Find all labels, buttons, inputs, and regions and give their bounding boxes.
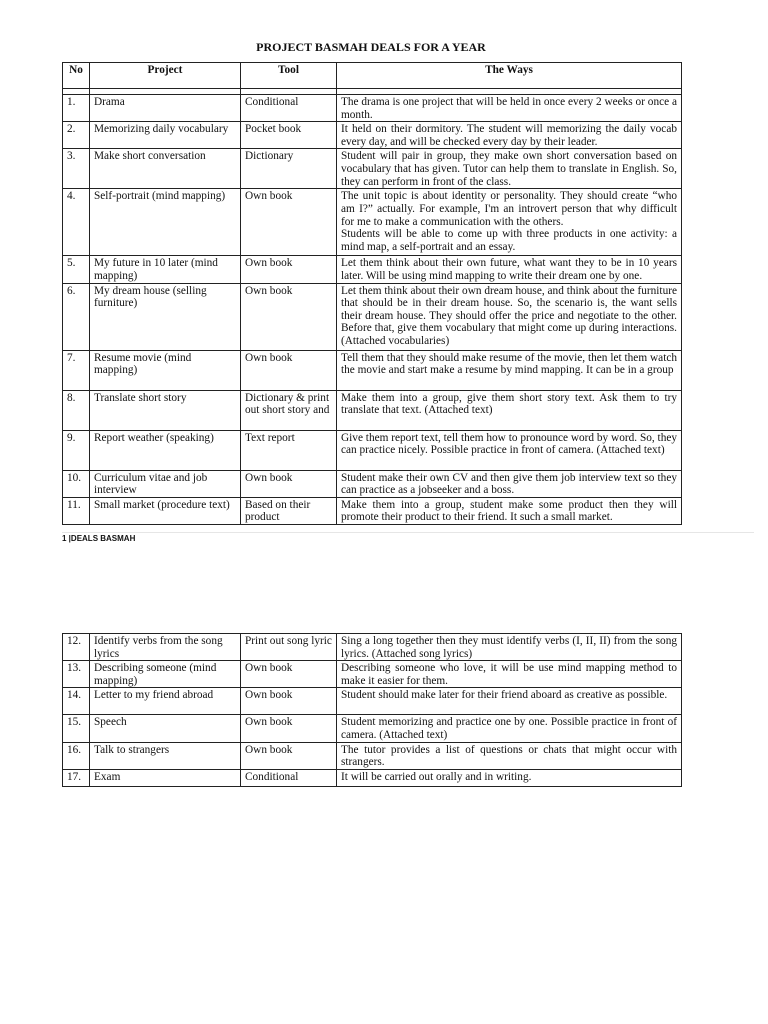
cell-text: Own book — [245, 284, 293, 297]
cell-text-extra: Students will be able to come up with three products in one activity: a mind map, a self-portrait and an essay. — [341, 228, 677, 253]
table-row — [63, 95, 682, 122]
cell-text: 14. — [67, 689, 82, 702]
cell-text: Identify verbs from the song lyrics — [94, 635, 223, 660]
cell-no — [63, 688, 90, 715]
cell-text: My future in 10 later (mind mapping) — [94, 257, 218, 282]
cell-text: Student memorizing and practice one by one. Possible practice in front of camera. (Attached text) — [341, 716, 677, 741]
table-row — [63, 350, 682, 390]
page-title: PROJECT BASMAH DEALS FOR A YEAR — [256, 40, 486, 54]
cell-text: 8. — [67, 391, 76, 404]
cell-project — [90, 95, 241, 122]
cell-project — [90, 149, 241, 189]
cell-ways — [337, 122, 682, 149]
cell-text: Small market (procedure text) — [94, 498, 230, 511]
cell-text: 13. — [67, 662, 82, 675]
cell-tool — [241, 256, 337, 283]
cell-ways — [337, 470, 682, 497]
cell-text: Exam — [94, 770, 121, 783]
cell-text: Dictionary — [245, 150, 294, 163]
cell-text: 5. — [67, 257, 76, 270]
cell-project — [90, 688, 241, 715]
cell-ways — [337, 95, 682, 122]
cell-text: 4. — [67, 190, 76, 203]
cell-text: Student should make later for their friend aboard as creative as possible. — [341, 689, 668, 702]
table-row — [63, 189, 682, 256]
cell-text: Make them into a group, give them short story text. Ask them to try translate that text. (Attached text) — [341, 391, 677, 417]
cell-text: Own book — [245, 662, 293, 675]
table-row — [63, 769, 682, 786]
cell-text: Make short conversation — [94, 150, 206, 163]
cell-no — [63, 715, 90, 742]
cell-text: Describing someone who love, it will be use mind mapping method to make it easier for them. — [341, 662, 677, 687]
cell-project — [90, 497, 241, 524]
cell-no — [63, 350, 90, 390]
header-no: No — [63, 63, 90, 89]
cell-text: 12. — [67, 635, 82, 647]
cell-text: 17. — [67, 770, 82, 783]
cell-tool — [241, 715, 337, 742]
cell-text: Conditional — [245, 96, 299, 108]
cell-text: 9. — [67, 431, 76, 444]
cell-text: It held on their dormitory. The student will memorizing the daily vocab every day, and will be checked every day by their leader. — [341, 123, 677, 148]
table-row — [63, 715, 682, 742]
page-footer: 1 |DEALS BASMAH — [62, 534, 136, 543]
cell-text: Speech — [94, 716, 127, 729]
cell-text: Drama — [94, 96, 125, 108]
table-row — [63, 688, 682, 715]
cell-text: 1. — [67, 96, 76, 108]
cell-text: Letter to my friend abroad — [94, 689, 214, 702]
cell-ways — [337, 149, 682, 189]
cell-text: 2. — [67, 123, 76, 136]
cell-text: Give them report text, tell them how to pronounce word by word. So, they can practice nicely. Possible practice in front of camera. (Attached text) — [341, 431, 677, 457]
cell-text: Own book — [245, 190, 293, 203]
cell-text: Student make their own CV and then give them job interview text so they can practice as a jobseeker and a boss. — [341, 471, 677, 497]
cell-text: Own book — [245, 351, 293, 364]
cell-text: It will be carried out orally and in writing. — [341, 770, 532, 783]
cell-text: Own book — [245, 743, 293, 756]
table-row — [63, 634, 682, 661]
cell-text: Based on their product — [245, 498, 311, 524]
cell-no — [63, 769, 90, 786]
table-row — [63, 122, 682, 149]
cell-ways — [337, 715, 682, 742]
cell-text: Conditional — [245, 770, 299, 783]
cell-no — [63, 149, 90, 189]
cell-no — [63, 122, 90, 149]
cell-text: 6. — [67, 284, 76, 297]
cell-ways — [337, 256, 682, 283]
projects-table-page-2 — [62, 633, 682, 787]
cell-no — [63, 256, 90, 283]
cell-ways — [337, 189, 682, 256]
table-row — [63, 470, 682, 497]
cell-no — [63, 470, 90, 497]
cell-no — [63, 430, 90, 470]
cell-ways — [337, 390, 682, 430]
cell-project — [90, 350, 241, 390]
cell-project — [90, 256, 241, 283]
table-row — [63, 742, 682, 769]
cell-text: Student will pair in group, they make own short conversation based on vocabulary that has given. Tutor can help them to translate in English. So, they can perform in front of the class. — [341, 150, 677, 188]
table-row — [63, 149, 682, 189]
cell-text: Tell them that they should make resume of the movie, then let them watch the movie and start make a resume by mind mapping. It can be in a group — [341, 351, 677, 377]
cell-text: The tutor provides a list of questions or chats that might occur with strangers. — [341, 743, 677, 769]
cell-text: Talk to strangers — [94, 743, 170, 756]
cell-text: Let them think about their own future, what want they to be in 10 years later. Will be using mind mapping to write their dream one by one. — [341, 257, 677, 282]
cell-ways — [337, 283, 682, 350]
cell-text: Sing a long together then they must identify verbs (I, II, II) from the song lyrics. (Attached song lyrics) — [341, 635, 677, 660]
cell-tool — [241, 149, 337, 189]
cell-no — [63, 661, 90, 688]
cell-no — [63, 497, 90, 524]
cell-text: Translate short story — [94, 391, 187, 404]
cell-tool — [241, 350, 337, 390]
cell-tool — [241, 95, 337, 122]
cell-project — [90, 715, 241, 742]
header-tool: Tool — [241, 63, 337, 89]
cell-ways — [337, 350, 682, 390]
cell-text: 10. — [67, 471, 82, 484]
cell-tool — [241, 688, 337, 715]
cell-text: Dictionary & print out short story and — [245, 391, 330, 417]
header-ways: The Ways — [337, 63, 682, 89]
cell-no — [63, 634, 90, 661]
cell-text: Own book — [245, 689, 293, 702]
cell-tool — [241, 390, 337, 430]
cell-project — [90, 430, 241, 470]
cell-project — [90, 661, 241, 688]
cell-text: Resume movie (mind mapping) — [94, 351, 192, 377]
cell-ways — [337, 661, 682, 688]
cell-text: Own book — [245, 716, 293, 729]
cell-text: Text report — [245, 431, 295, 444]
cell-project — [90, 122, 241, 149]
cell-text: Describing someone (mind mapping) — [94, 662, 217, 687]
cell-tool — [241, 497, 337, 524]
cell-text: Memorizing daily vocabulary — [94, 123, 229, 136]
cell-text: Pocket book — [245, 123, 302, 136]
cell-text: 11. — [67, 498, 81, 511]
cell-tool — [241, 283, 337, 350]
cell-text: The drama is one project that will be held in once every 2 weeks or once a month. — [341, 96, 677, 121]
cell-no — [63, 189, 90, 256]
table-row — [63, 430, 682, 470]
cell-ways — [337, 769, 682, 786]
cell-text: 7. — [67, 351, 76, 364]
cell-ways — [337, 497, 682, 524]
cell-tool — [241, 634, 337, 661]
cell-project — [90, 634, 241, 661]
cell-text: 16. — [67, 743, 82, 756]
cell-project — [90, 470, 241, 497]
cell-project — [90, 189, 241, 256]
cell-text: Own book — [245, 471, 293, 484]
cell-project — [90, 769, 241, 786]
cell-no — [63, 742, 90, 769]
cell-text: Own book — [245, 257, 293, 270]
cell-tool — [241, 769, 337, 786]
footer-divider — [62, 532, 754, 533]
cell-text: 15. — [67, 716, 82, 729]
cell-tool — [241, 470, 337, 497]
cell-no — [63, 390, 90, 430]
cell-tool — [241, 430, 337, 470]
table-row — [63, 256, 682, 283]
cell-text: Curriculum vitae and job interview — [94, 471, 208, 497]
table-row — [63, 661, 682, 688]
cell-ways — [337, 430, 682, 470]
cell-text: Self-portrait (mind mapping) — [94, 190, 226, 203]
cell-no — [63, 95, 90, 122]
cell-project — [90, 742, 241, 769]
cell-text: Make them into a group, student make some product then they will promote their product to their friend. It such a small market. — [341, 498, 677, 524]
header-project: Project — [90, 63, 241, 89]
cell-no — [63, 283, 90, 350]
table-header-row — [63, 63, 682, 89]
cell-text: 3. — [67, 150, 76, 163]
cell-text: My dream house (selling furniture) — [94, 284, 207, 310]
cell-project — [90, 283, 241, 350]
cell-text: Report weather (speaking) — [94, 431, 214, 444]
cell-tool — [241, 189, 337, 256]
cell-text: Let them think about their own dream house, and think about the furniture that should be in their dream house. So, the scenario is, the want sells their dream house. They should offer the price and negotiate to the other. Before that, give them vocabulary that might come up during interactions. (Attached vocabularies) — [341, 284, 677, 347]
table-row — [63, 390, 682, 430]
cell-tool — [241, 661, 337, 688]
cell-project — [90, 390, 241, 430]
cell-text: The unit topic is about identity or personality. They should create “who am I?” actually. For example, I'm an introvert person that why difficult for me to make a communication with the others. — [341, 190, 677, 228]
cell-tool — [241, 122, 337, 149]
table-row — [63, 497, 682, 524]
cell-tool — [241, 742, 337, 769]
cell-ways — [337, 742, 682, 769]
projects-table-page-1 — [62, 62, 682, 525]
cell-ways — [337, 688, 682, 715]
table-row — [63, 283, 682, 350]
cell-text: Print out song lyric — [245, 635, 332, 647]
cell-ways — [337, 634, 682, 661]
